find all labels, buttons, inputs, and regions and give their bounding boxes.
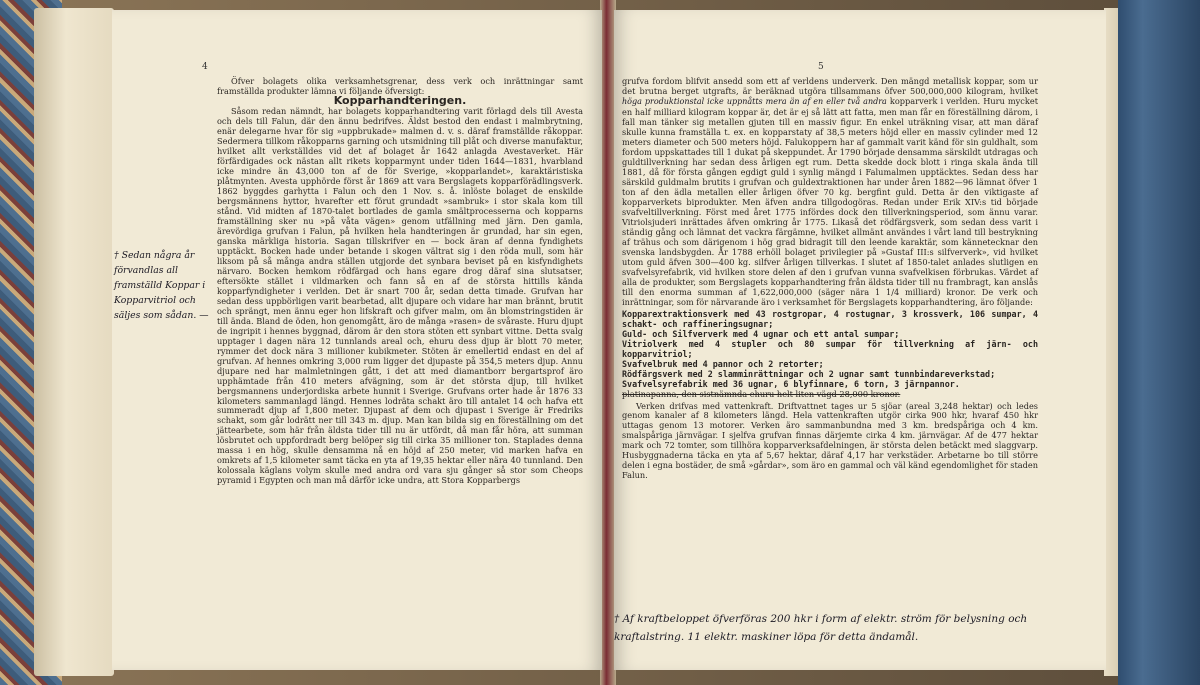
works-item: Svafvelsyrefabrik med 36 ugnar, 6 blyfinnare, 6 torn, 3 järnpannor. [622, 378, 960, 389]
works-item: Rödfärgsverk med 2 slamminrättningar och 2 ugnar samt tunnbindareverkstad; [622, 368, 996, 379]
handwritten-insert: höga produktionstal icke uppnåtts mera än af en eller två andra [622, 96, 887, 106]
left-page-text [217, 76, 583, 485]
right-page-text [622, 76, 1038, 480]
works-item: Vitriolverk med 4 stupler och 80 sumpar för tillverkning af järn- och kopparvitriol; [622, 338, 1038, 359]
handwritten-footnote: † Af kraftbeloppet öfverföras 200 hkr i form af elektr. ström för belysning och kraftalstring. 11 elektr. maskiner löpa för detta ändamål. [614, 613, 1028, 643]
left-page [112, 10, 602, 670]
body-text-part2: kopparverk i verlden. Huru mycket en half milliard kilogram koppar är, det är ej så lätt att fatta, men man får en föreställning därom, i fall man tänker sig metallen gjuten till en massiv figur. En enkel uträkning visar, att man däraf skulle kunna framställa t. ex. en kopparstaty af 38,5 meters höjd eller en massiv cylinder med 12 meters diameter och 500 meters höjd. Falukoppern har af gammalt varit känd för sin guldhalt, som fordom uppskattades till 1 dukat på skeppundet. År 1790 började densamma särskildt utdragas och guldtillverkning har sedan dess årligen egt rum. Detta skedde dock blott i ringa skala ända till 1881, då för första gången egdigt guld i synlig mängd i Falumalmen upptäcktes. Sedan dess har särskild guldmalm brutits i grufvan och guldextraktionen har under åren 1882—96 lämnat öfver 1 ton af den ädla metallen eller årligen öfver 70 kg. bergfint guld. Detta är den viktigaste af kopparverkets biprodukter. Men äfven andra tillgodogöras. Redan under Erik XIV:s tid började svafveltillverkning. Först med året 1775 infördes dock den tillverkningsperiod, som ännu varar. Vitriolsjuderi inrättades äfven omkring år 1775. Likaså det rödfärgsverk, som sedan dess varit i ständig gång och lämnat det vackra färgämne, hvilket allmänt användes i vårt land till bestrykning af trähus och som därigenom i hög grad bidragit till den leende karaktär, som kännetecknar den svenska landsbygden. År 1788 erhöll bolaget privilegier på »Gustaf III:s silfververk», vid hvilket utom guld äfven 300—400 kg. silfver årligen tillverkas. I slutet af 1850-talet anlades slutligen en svafvelsyrefabrik, vid hvilken store delen af den i grufvan vunna svafvelkisen förbrukas. Värdet af alla de produkter, som Bergslagets kopparhandtering från äldsta tider till nu frambragt, kan anslås till den enorma summan af 1,622,000,000 (säger nära 1 1/4 milliard) kronor. De verk och inrättningar, som för närvarande äro i verksamhet för Bergslagets kopparhandtering, äro följande: [622, 95, 1038, 307]
works-item: Guld- och Silfververk med 4 ugnar och ett antal sumpar; [622, 328, 900, 339]
body-paragraph [622, 76, 1038, 307]
page-number: 4 [202, 62, 208, 72]
handwritten-margin-note: † Sedan några år förvandlas all framställd Koppar i Kopparvitriol och säljes som sådan. — [114, 250, 209, 321]
works-item: Kopparextraktionsverk med 43 rostgropar, 4 rostugnar, 3 krossverk, 106 sumpar, 4 schakt- och raffineringsugnar; [622, 308, 1038, 329]
struck-line: platinapanna, den sistnämnda ehuru helt liten vägd 28,000 kronor. [622, 388, 901, 399]
book-cover-right [1118, 0, 1200, 685]
page-number: 5 [818, 62, 824, 72]
body-paragraph: Såsom redan nämndt, har bolagets kopparhandtering varit förlagd dels till Avesta och dels till Falun, där den ännu bedrifves. Äldst bestod den endast i malmbrytning, enär delegarne hvar för sig »uppbrukade» malmen d. v. s. däraf framställde råkoppar. Sedermera tillkom råkopparns garning och utsmidning till plåt och diverse manufaktur, hvilket allt verkställdes vid det af bolaget år 1642 anlagda Avestaverket. Här förfärdigades ock nästan allt rikets kopparmynt under tiden 1644—1831, hvarbland icke mindre än 43,000 ton af de för Sverige, »kopparlandet», karaktäristiska plåtmynten. Avesta upphörde först år 1869 att vara Bergslagets kopparförädlingsverk. 1862 byggdes garhytta i Falun och den 1 Nov. s. å. inlöste bolaget de enskilde bergsmännens hyttor, hvarefter ett förut grundadt »sambruk» i stor skala kom till stånd. Vid midten af 1870-talet bortlades de gamla smältprocesserna och kopparns framställning sker nu »på våta vägen» genom utfällning med järn. Den gamla, ärevördiga grufvan i Falun, på hvilken hela handteringen är grundad, har sin egen, ganska märkliga historia. Sagan tillskrifver en — bock äran af denna fyndighets upptäckt. Bocken hade under betande i skogen vältrat sig i den röda mull, som här liksom på så många andra ställen utgjorde det synbara beviset på en kisfyndighets närvaro. Bocken hemkom rödfärgad och hans egare drog däraf sina slutsatser, eftersökte stället i vildmarken och fann så en af de största hittills kända kopparfyndigheter i verlden. Det är snart 700 år, sedan detta timade. Grufvan har sedan dess uppbörligen varit bearbetad, allt djupare och vidare har man brännt, brutit och sprängt, men ännu eger hon lifskraft och gifver malm, om än blomstringstiden är till ända. Bland de öden, hon genomgått, äro de många »rasen» de svåraste. Huru djupt de ingripit i hennes byggnad, därom är den stora stöten ett synbart vittne. Detta svalg upptager i dagen nära 12 tunnlands areal och, ehuru dess djup är blott 70 meter, rymmer det dock nära 3 millioner kubikmeter. Stöten är emellertid endast en del af grufvan. Af hennes omkring 3,000 rum ligger det djupaste på 354,5 meters djup. Annu djupare ned har malmletningen gått, i det att med diamantborr bergartsprof äro upphämtade från 410 meters afvägning, som är det största djup, till hvilket bergsmannens underjordiska arbete hunnit i Sverige. Grufvans orter hade år 1876 33 kilometers sammanlagd längd. Hennes lodräta schakt äro till antalet 14 och hafva ett summeradt djup af 1,800 meter. Djupast af dem och djupast i Sverige är Fredriks schakt, som går lodrätt ner till 343 m. djup. Man kan bilda sig en föreställning om det jättearbete, som här från äldsta tider till nu är utfördt, då man får höra, att summan lösbrutet och uppfordradt berg belöper sig till cirka 35 millioner ton. Staplades denna massa i en hög, skulle densamma nå en höjd af 250 meter, vid marken hafva en omkrets af 1,5 kilometer samt täcka en yta af 19,35 hektar eller nära 40 tunnland. Den kolossala käglans volym skulle med andra ord vara sju gånger så stor som Cheops pyramid i Egypten och man må därför icke undra, att Stora Kopparbergs [217, 105, 584, 486]
works-list [622, 309, 1038, 399]
intro-paragraph: Öfver bolagets olika verksamhetsgrenar, dess verk och inrättningar samt framställda produkter lämna vi följande öfversigt: [217, 76, 583, 96]
section-heading: Kopparhandteringen. [333, 93, 467, 107]
right-page [614, 10, 1106, 670]
body-text-part1: grufva fordom blifvit ansedd som ett af verldens underverk. Den mängd metallisk koppar, som ur det brutna berget utgrafts, är beräknad utgöra tillsammans öfver 500,000,000 kilogram, hvilket [622, 76, 1038, 96]
works-item: Svafvelbruk med 4 pannor och 2 retorter; [622, 358, 824, 369]
body-paragraph: Verken drifvas med vattenkraft. Driftvattnet tages ur 5 sjöar (areal 3,248 hektar) och ledes genom kanaler af 8 kilometers längd. Hela vattenkraften utgör cirka 900 hkr, hvaraf 450 hkr uttagas genom 13 motorer. Verken äro sammanbundna med 3 km. bredspåriga och 4 km. smalspåriga järnvägar. I sjelfva grufvan finnas därjemte cirka 4 km. järnvägar. Af de 477 hektar mark och 72 tomter, som tillhöra kopparverksafdelningen, är största delen betäckt med slaggvarp. Husbyggnaderna täcka en yta af 5,67 hektar, däraf 4,17 har verkstäder. Arbetarne bo till större delen i egna bostäder, de små »gårdar», som äro en gammal och väl känd egendomlighet för staden Falun. [622, 400, 1038, 481]
page-edges-left [34, 8, 114, 676]
